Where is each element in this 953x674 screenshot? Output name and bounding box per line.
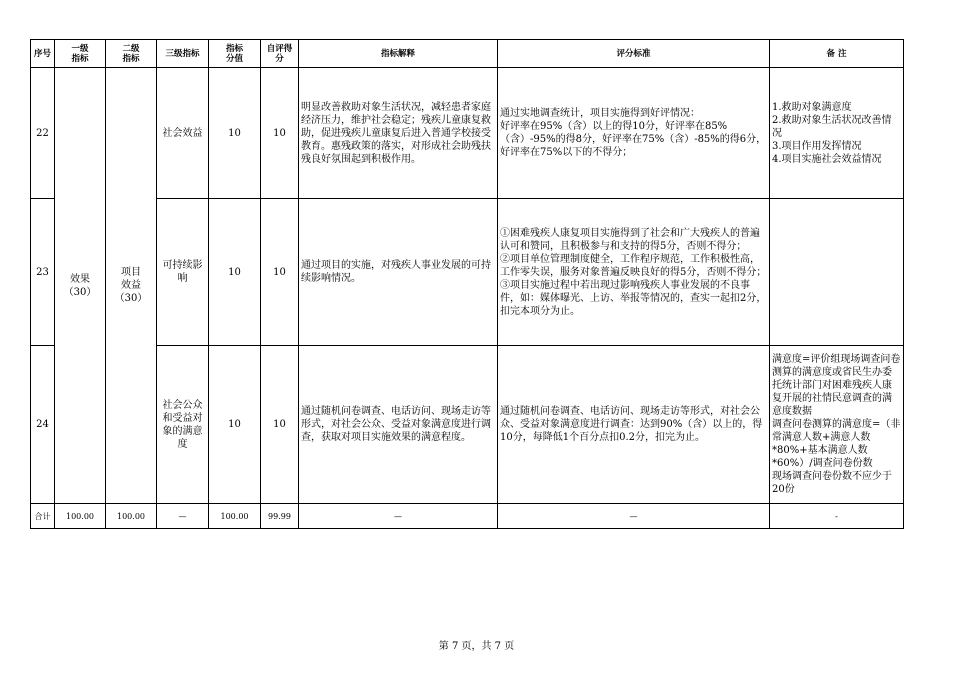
evaluation-table bbox=[30, 39, 904, 529]
remarks: 1.救助对象满意度 2.救助对象生活状况改善情况 3.项目作用发挥情况 4.项目实施社会效益情况 bbox=[770, 68, 904, 199]
header-row bbox=[31, 40, 904, 68]
total-label: 合计 bbox=[31, 504, 55, 529]
total-row bbox=[31, 504, 904, 529]
indicator-explanation: 明显改善救助对象生活状况，减轻患者家庭经济压力，维护社会稳定；残疾儿童康复救助，促进残疾儿童康复后进入普通学校接受教育。惠残政策的落实，对形成社会助残扶残良好氛围起到积极作用。 bbox=[299, 68, 498, 199]
self-score: 10 bbox=[261, 68, 299, 199]
self-score: 10 bbox=[261, 199, 299, 346]
header-self-score: 自评得 分 bbox=[261, 40, 299, 68]
table-row bbox=[31, 68, 904, 199]
row-seq: 23 bbox=[31, 199, 55, 346]
total-score: 100.00 bbox=[209, 504, 261, 529]
header-remarks: 备 注 bbox=[770, 40, 904, 68]
total-self-score: 99.99 bbox=[261, 504, 299, 529]
table-row bbox=[31, 346, 904, 504]
scoring-criteria: 通过随机问卷调查、电话访问、现场走访等形式，对社会公众、受益对象满意度进行调查：达到90%（含）以上的，得10分，每降低1个百分点扣0.2分，扣完为止。 bbox=[498, 346, 770, 504]
page-number: 第 7 页，共 7 页 bbox=[438, 641, 515, 652]
total-remarks: - bbox=[770, 504, 904, 529]
header-level1: 一级 指标 bbox=[55, 40, 106, 68]
total-level3: — bbox=[157, 504, 209, 529]
indicator-explanation: 通过随机问卷调查、电话访问、现场走访等形式，对社会公众、受益对象满意度进行调查，获取对项目实施效果的满意程度。 bbox=[299, 346, 498, 504]
indicator-explanation: 通过项目的实施，对残疾人事业发展的可持续影响情况。 bbox=[299, 199, 498, 346]
level3-indicator: 社会公众和受益对象的满意度 bbox=[157, 346, 209, 504]
header-level2: 二级 指标 bbox=[106, 40, 157, 68]
total-explain: — bbox=[299, 504, 498, 529]
row-seq: 24 bbox=[31, 346, 55, 504]
remarks: 满意度=评价组现场调查问卷测算的满意度或省民生办委托统计部门对困难残疾人康复开展的社情民意调查的满意度数据 调查问卷测算的满意度=（非常满意人数+满意人数*80%+基本满意人数*60%）/调查问卷份数 现场调查问卷份数不应少于20份 bbox=[770, 346, 904, 504]
header-explain: 指标解释 bbox=[299, 40, 498, 68]
header-seq: 序号 bbox=[31, 40, 55, 68]
total-level2: 100.00 bbox=[106, 504, 157, 529]
indicator-score: 10 bbox=[209, 199, 261, 346]
level3-indicator: 可持续影响 bbox=[157, 199, 209, 346]
self-score: 10 bbox=[261, 346, 299, 504]
total-level1: 100.00 bbox=[55, 504, 106, 529]
scoring-criteria: 通过实地调查统计，项目实施得到好评情况： 好评率在95%（含）以上的得10分，好评率在85%（含）-95%的得8分，好评率在75%（含）-85%的得6分，好评率在75%以下的不得分； bbox=[498, 68, 770, 199]
indicator-score: 10 bbox=[209, 68, 261, 199]
table-row bbox=[31, 199, 904, 346]
header-level3: 三级指标 bbox=[157, 40, 209, 68]
page-footer bbox=[0, 637, 953, 652]
scoring-criteria: ①困难残疾人康复项目实施得到了社会和广大残疾人的普遍认可和赞同，且积极参与和支持的得5分，否则不得分； ②项目单位管理制度健全，工作程序规范，工作积极性高，工作零失误，服务对象普遍反映良好的得5分，否则不得分； ③项目实施过程中若出现过影响残疾人事业发展的不良事件，如：媒体曝光、上访、举报等情况的，查实一起扣2分，扣完本项分为止。 bbox=[498, 199, 770, 346]
row-seq: 22 bbox=[31, 68, 55, 199]
level3-indicator: 社会效益 bbox=[157, 68, 209, 199]
level2-indicator: 项目 效益 （30） bbox=[106, 68, 157, 504]
remarks bbox=[770, 199, 904, 346]
indicator-score: 10 bbox=[209, 346, 261, 504]
total-criteria: — bbox=[498, 504, 770, 529]
header-criteria: 评分标准 bbox=[498, 40, 770, 68]
header-score: 指标 分值 bbox=[209, 40, 261, 68]
level1-indicator: 效果 （30） bbox=[55, 68, 106, 504]
